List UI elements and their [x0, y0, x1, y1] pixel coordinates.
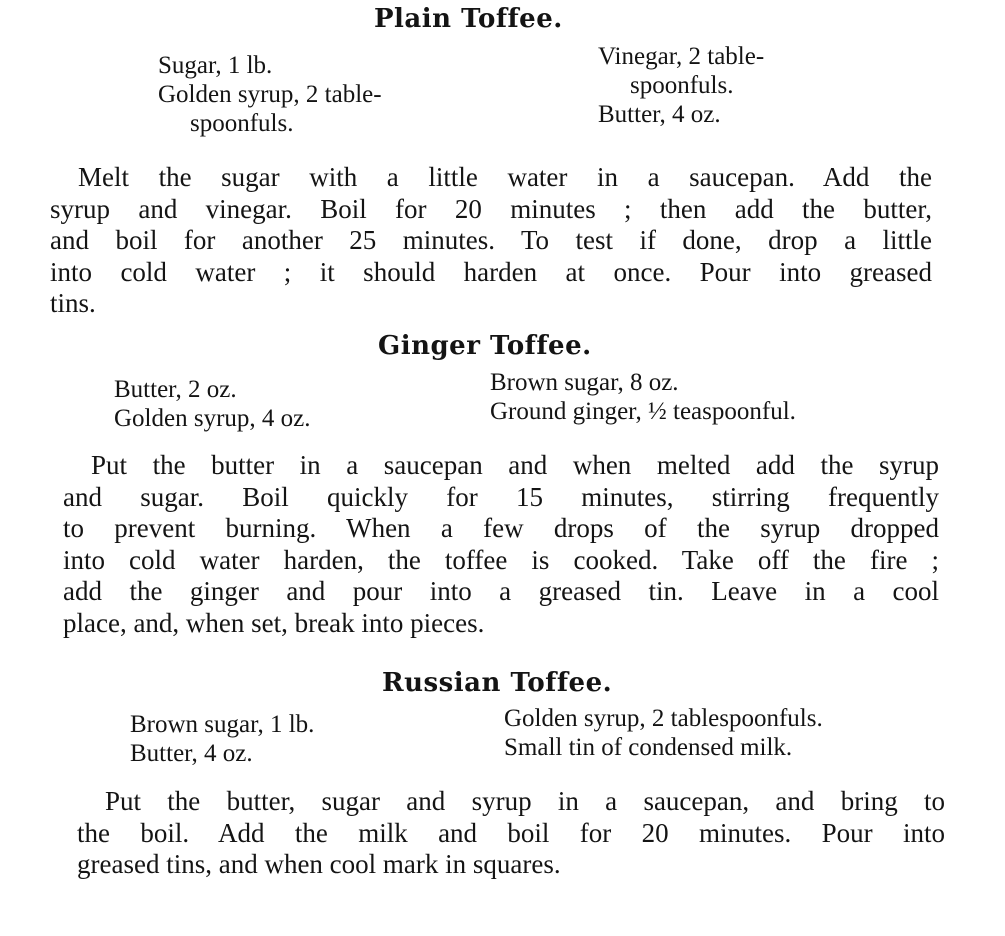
- ingredient: Butter, 4 oz.: [130, 740, 253, 767]
- ingredient: Ground ginger, ½ teaspoonful.: [490, 398, 796, 425]
- recipe-title-plain-toffee: Plain Toffee.: [374, 4, 563, 34]
- method-line: Put the butter, sugar and syrup in a saucepan, and bring to: [105, 786, 945, 816]
- recipe-title-ginger-toffee: Ginger Toffee.: [378, 331, 592, 361]
- ingredient: Butter, 4 oz.: [598, 101, 721, 128]
- ingredients-left-column: [114, 375, 311, 433]
- method-line: greased tins, and when cool mark in squares.: [77, 849, 561, 879]
- method-line: syrup and vinegar. Boil for 20 minutes ; then add the butter,: [50, 193, 932, 224]
- ingredient: Golden syrup, 4 oz.: [114, 405, 311, 432]
- method-line: into cold water harden, the toffee is cooked. Take off the fire ;: [63, 544, 939, 575]
- method-line: Put the butter in a saucepan and when melted add the syrup: [91, 450, 939, 480]
- method-line: and sugar. Boil quickly for 15 minutes, stirring frequently: [63, 481, 939, 512]
- ingredients-right-column: [490, 368, 796, 426]
- method-ginger-toffee: [63, 450, 939, 639]
- method-line: to prevent burning. When a few drops of the syrup dropped: [63, 513, 939, 543]
- ingredients-russian-toffee: [130, 705, 920, 768]
- method-line: tins.: [50, 288, 96, 318]
- ingredient: Golden syrup, 2 tablespoonfuls.: [504, 705, 823, 732]
- ingredient: Small tin of condensed milk.: [504, 734, 793, 761]
- ingredients-left-column: [130, 710, 314, 768]
- ingredients-ginger-toffee: [114, 369, 894, 432]
- method-russian-toffee: [77, 786, 945, 881]
- method-line: add the ginger and pour into a greased tin. Leave in a cool: [63, 576, 939, 606]
- ingredient: spoonfuls.: [630, 72, 734, 99]
- ingredient: Brown sugar, 1 lb.: [130, 711, 315, 738]
- method-line: Melt the sugar with a little water in a saucepan. Add the: [78, 162, 932, 192]
- method-line: the boil. Add the milk and boil for 20 minutes. Pour into: [77, 817, 945, 848]
- ingredients-left-column: [158, 51, 382, 138]
- ingredients-plain-toffee: [158, 43, 858, 141]
- ingredient: Sugar, 1 lb.: [158, 52, 273, 79]
- ingredient: Golden syrup, 2 table-: [158, 81, 382, 108]
- ingredients-right-column: [598, 42, 764, 129]
- ingredient: Brown sugar, 8 oz.: [490, 369, 679, 396]
- ingredient: Vinegar, 2 table-: [598, 43, 765, 70]
- ingredient: spoonfuls.: [190, 110, 294, 137]
- recipe-title-russian-toffee: Russian Toffee.: [382, 668, 613, 698]
- ingredients-right-column: [504, 704, 823, 762]
- method-line: into cold water ; it should harden at once. Pour into greased: [50, 256, 932, 287]
- method-plain-toffee: [50, 162, 932, 320]
- ingredient: Butter, 2 oz.: [114, 376, 237, 403]
- method-line: place, and, when set, break into pieces.: [63, 607, 485, 638]
- method-line: and boil for another 25 minutes. To test if done, drop a little: [50, 225, 932, 255]
